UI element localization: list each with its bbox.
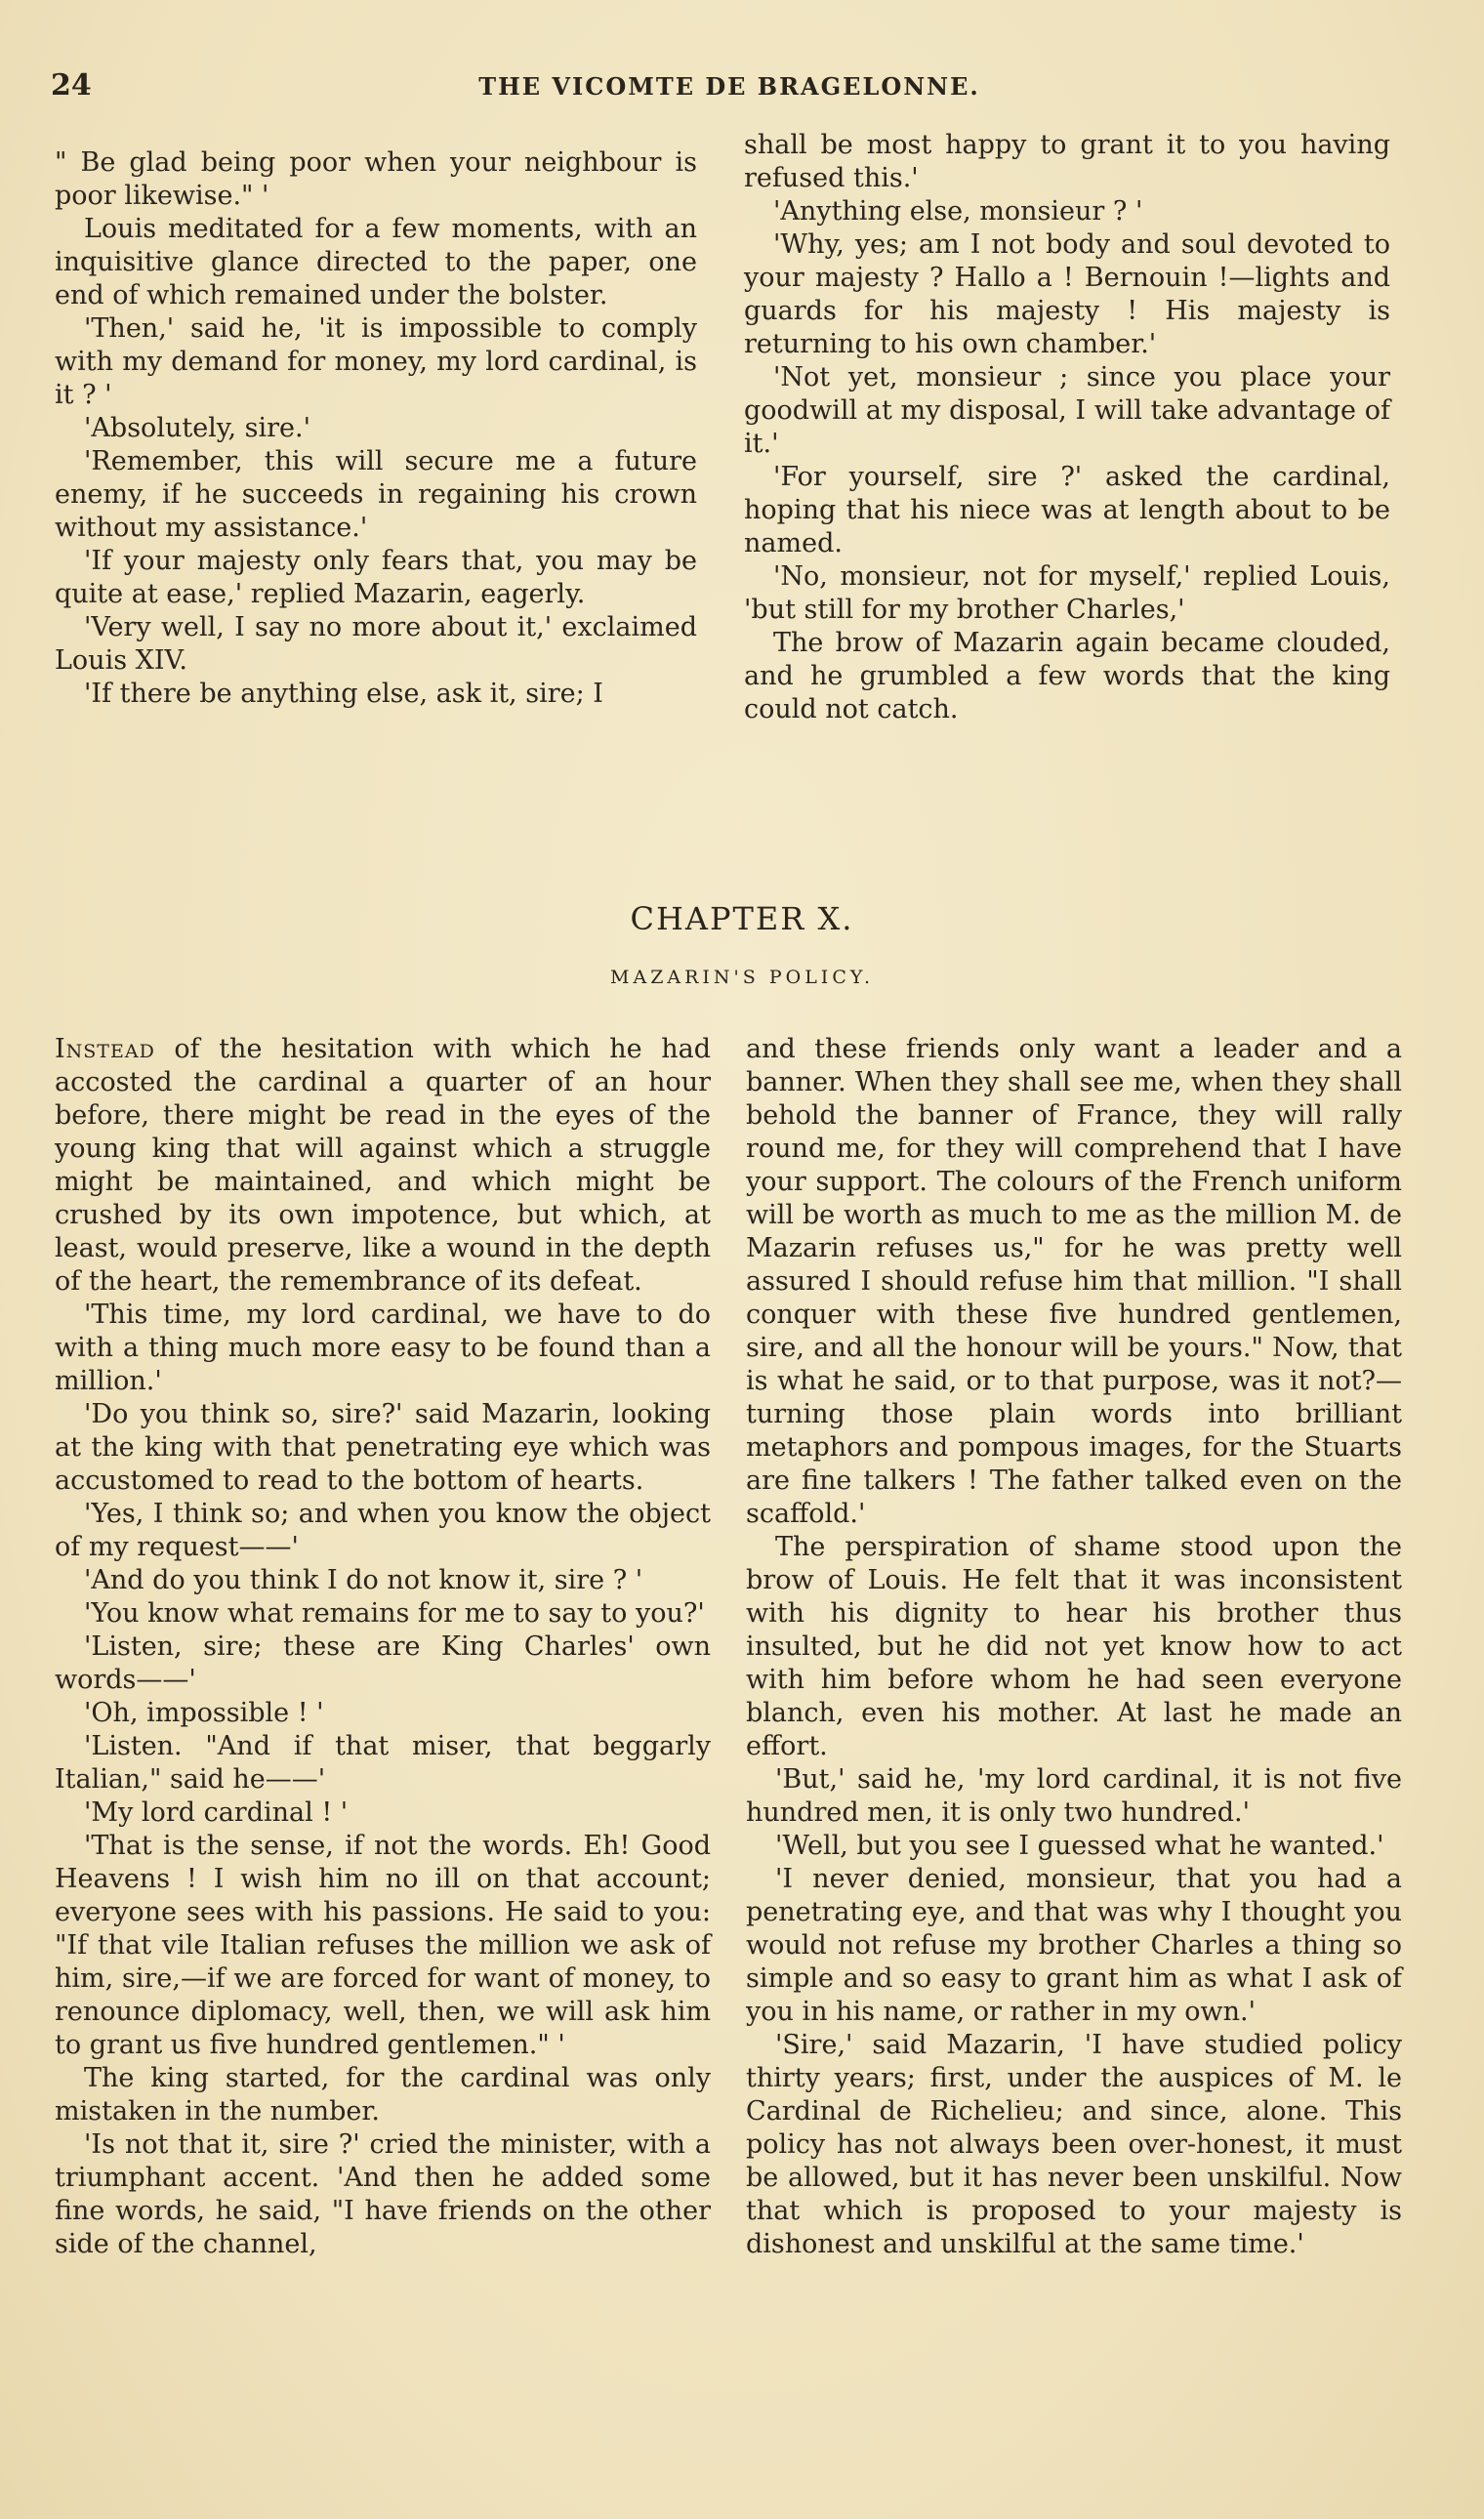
paragraph: 'Why, yes; am I not body and soul devoted to your majesty ? Hallo a ! Bernouin !—lights and guards for his majesty ! His majesty is returning to his own chamber.' <box>744 229 1390 359</box>
paragraph: 'No, monsieur, not for myself,' replied Louis, 'but still for my brother Charles,' <box>744 561 1390 625</box>
bottom-left-column <box>55 1033 711 2261</box>
paragraph: The king started, for the cardinal was only mistaken in the number. <box>55 2063 711 2127</box>
paragraph: 'This time, my lord cardinal, we have to do with a thing much more easy to be found than a million.' <box>55 1300 711 1396</box>
paragraph: 'Sire,' said Mazarin, 'I have studied policy thirty years; first, under the auspices of M. le Cardinal de Richelieu; and since, alone. This policy has not always been over-honest, it must be allowed, but it has never been unskilful. Now that which is proposed to your majesty is dishonest and unskilful at the same time.' <box>746 2030 1402 2259</box>
top-left-column <box>55 146 697 711</box>
paragraph: and these friends only want a leader and a banner. When they shall see me, when they shall behold the banner of France, they will rally round me, for they will comprehend that I have your support. The colours of the French uniform will be worth as much to me as the million M. de Mazarin refuses us," for he was pretty well assured I should refuse him that million. "I shall conquer with these five hundred gentlemen, sire, and all the honour will be yours." Now, that is what he said, or to that purpose, was it not?—turning those plain words into brilliant metaphors and pompous images, for the Stuarts are fine talkers ! The father talked even on the scaffold.' <box>746 1034 1402 1529</box>
paragraph: The perspiration of shame stood upon the brow of Louis. He felt that it was inconsistent with his dignity to hear his brother thus insulted, but he did not yet know how to act with him before whom he had seen everyone blanch, even his mother. At last he made an effort. <box>746 1532 1402 1761</box>
page-number: 24 <box>51 68 92 103</box>
paragraph: 'But,' said he, 'my lord cardinal, it is not five hundred men, it is only two hundred.' <box>746 1764 1402 1828</box>
paragraph: 'Not yet, monsieur ; since you place your goodwill at my disposal, I will take advantage of it.' <box>744 362 1390 459</box>
paragraph: 'For yourself, sire ?' asked the cardinal, hoping that his niece was at length about to be named. <box>744 462 1390 558</box>
paragraph: The brow of Mazarin again became clouded, and he grumbled a few words that the king could not catch. <box>744 628 1390 724</box>
paragraph: shall be most happy to grant it to you having refused this.' <box>744 130 1390 193</box>
opening-paragraph <box>55 1033 711 1299</box>
page-header <box>51 68 1408 107</box>
bottom-right-column <box>746 1033 1402 2261</box>
paragraph: 'Then,' said he, 'it is impossible to comply with my demand for money, my lord cardinal, is it ? ' <box>55 313 697 410</box>
paragraph: 'Remember, this will secure me a future enemy, if he succeeds in regaining his crown without my assistance.' <box>55 446 697 543</box>
paragraph: 'And do you think I do not know it, sire ? ' <box>84 1565 643 1595</box>
paragraph: 'Yes, I think so; and when you know the object of my request——' <box>55 1499 711 1562</box>
paragraph: " Be glad being poor when your neighbour is poor likewise." ' <box>55 147 697 211</box>
paragraph: 'If there be anything else, ask it, sire; I <box>84 679 603 709</box>
paragraph: 'My lord cardinal ! ' <box>84 1797 349 1828</box>
running-title: THE VICOMTE DE BRAGELONNE. <box>478 72 980 101</box>
paragraph: 'If your majesty only fears that, you may be quite at ease,' replied Mazarin, eagerly. <box>55 546 697 609</box>
drop-word: Instead <box>55 1034 155 1064</box>
paragraph: Louis meditated for a few moments, with an inquisitive glance directed to the paper, one end of which remained under the bolster. <box>55 214 697 310</box>
opening-text: of the hesitation with which he had accosted the cardinal a quarter of an hour before, there might be read in the eyes of the young king that will against which a struggle might be maintained, and which might be crushed by its own impotence, but which, at least, would preserve, like a wound in the depth of the heart, the remembrance of its defeat. <box>55 1034 711 1297</box>
chapter-subtitle: MAZARIN'S POLICY. <box>610 967 874 988</box>
chapter-title: CHAPTER X. <box>630 900 854 937</box>
paragraph: 'Oh, impossible ! ' <box>84 1698 324 1728</box>
paragraph: 'Is not that it, sire ?' cried the minister, with a triumphant accent. 'And then he added some fine words, he said, "I have friends on the other side of the channel, <box>55 2129 711 2259</box>
paragraph: 'Listen. "And if that miser, that beggarly Italian," said he——' <box>55 1731 711 1795</box>
paragraph: 'Well, but you see I guessed what he wanted.' <box>775 1831 1384 1861</box>
paragraph: 'Do you think so, sire?' said Mazarin, looking at the king with that penetrating eye which was accustomed to read to the bottom of hearts. <box>55 1399 711 1496</box>
paragraph: 'Absolutely, sire.' <box>84 413 311 443</box>
top-right-column <box>744 129 1390 726</box>
paragraph: 'I never denied, monsieur, that you had a penetrating eye, and that was why I thought you would not refuse my brother Charles a thing so simple and so easy to grant him as what I ask of you in his name, or rather in my own.' <box>746 1864 1402 2027</box>
paragraph: 'That is the sense, if not the words. Eh! Good Heavens ! I wish him no ill on that account; everyone sees with his passions. He said to you: "If that vile Italian refuses the million we ask of him, sire,—if we are forced for want of money, to renounce diplomacy, well, then, we will ask him to grant us five hundred gentlemen." ' <box>55 1831 711 2060</box>
paragraph: 'You know what remains for me to say to you?' <box>84 1598 705 1629</box>
paragraph: 'Anything else, monsieur ? ' <box>773 196 1143 227</box>
paragraph: 'Very well, I say no more about it,' exclaimed Louis XIV. <box>55 612 697 676</box>
paragraph: 'Listen, sire; these are King Charles' own words——' <box>55 1631 711 1695</box>
